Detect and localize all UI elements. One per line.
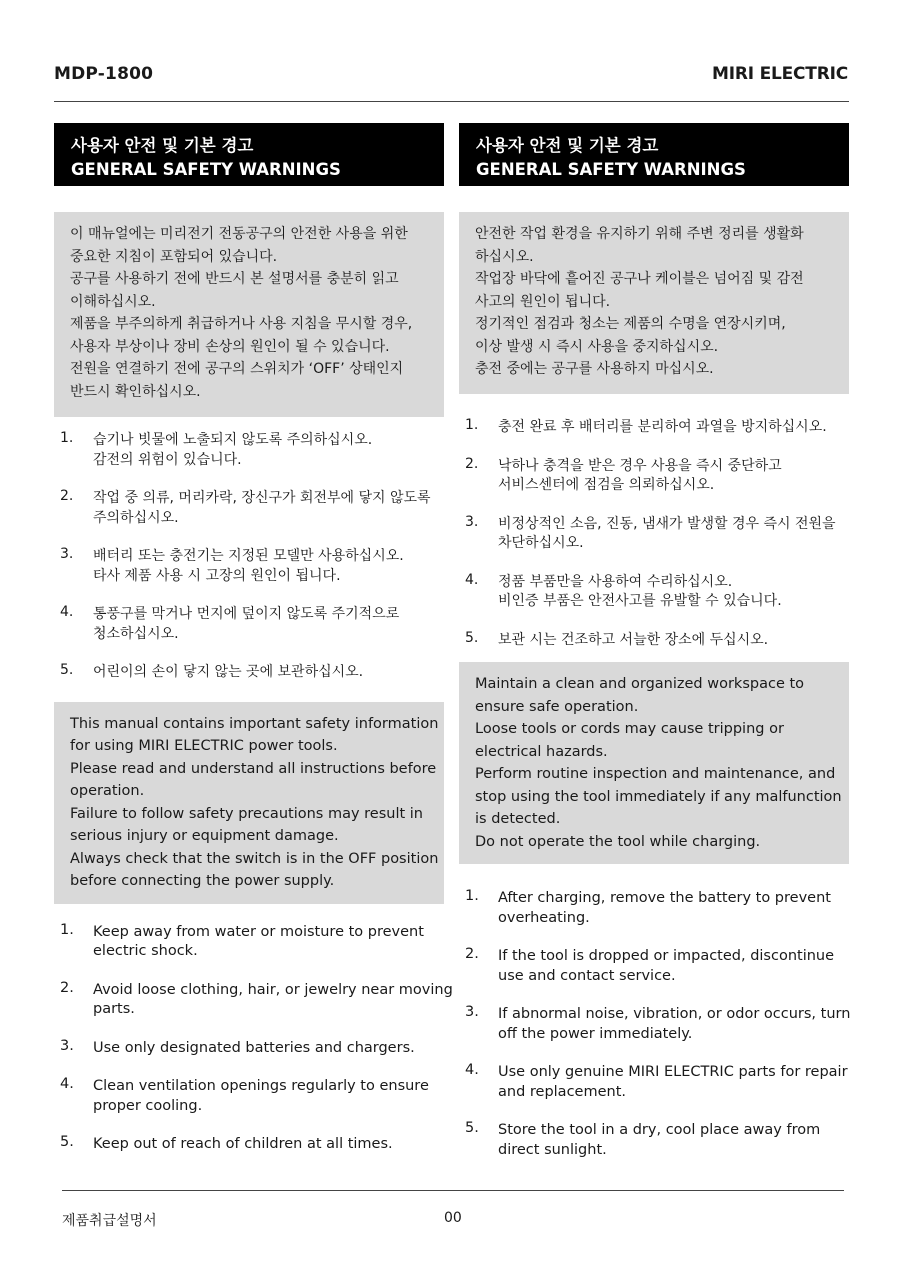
item-number: 2. [60, 488, 74, 504]
intro-line: 반드시 확인하십시오. [70, 383, 201, 400]
item-text: If the tool is dropped or impacted, discontinue [498, 948, 835, 964]
item-text: parts. [93, 1001, 135, 1017]
item-text: electric shock. [93, 943, 198, 959]
page-number: 00 [444, 1210, 462, 1226]
item-number: 3. [465, 513, 479, 530]
warning-item [54, 547, 444, 586]
intro-line: 이 매뉴얼에는 미리전기 전동공구의 안전한 사용을 위한 [70, 226, 408, 242]
item-text: 비인증 부품은 안전사고를 유발할 수 있습니다. [498, 593, 782, 609]
item-number: 5. [465, 1120, 479, 1136]
item-number: 1. [465, 417, 479, 433]
intro-line: 제품을 부주의하게 취급하거나 사용 지침을 무시할 경우, [70, 316, 413, 332]
intro-line: Please read and understand all instructions before [70, 760, 437, 777]
item-number: 4. [465, 571, 479, 588]
section-title-ko: 사용자 안전 및 기본 경고 [71, 136, 254, 155]
item-number: 1. [60, 921, 74, 938]
intro-line: Always check that the switch is in the OFF position [70, 850, 439, 867]
warning-item [459, 631, 849, 651]
item-text: 청소하십시오. [93, 625, 179, 642]
item-text: 비정상적인 소음, 진동, 냄새가 발생할 경우 즉시 전원을 [498, 515, 836, 532]
intro-line: 전원을 연결하기 전에 공구의 스위치가 ‘OFF’ 상태인지 [70, 361, 404, 377]
warning-item [54, 489, 444, 528]
item-text: direct sunlight. [498, 1141, 607, 1158]
item-text: Keep out of reach of children at all times. [93, 1136, 393, 1152]
warning-item [459, 1005, 849, 1044]
warning-item [54, 1039, 444, 1059]
intro-box-ko [54, 212, 444, 417]
intro-line: Perform routine inspection and maintenance, and [475, 766, 836, 782]
item-number: 1. [60, 430, 74, 446]
item-text: 서비스센터에 점검을 의뢰하십시오. [498, 477, 715, 493]
section-title-en: GENERAL SAFETY WARNINGS [71, 160, 341, 179]
intro-line: ensure safe operation. [475, 698, 639, 715]
warning-item [459, 418, 849, 438]
item-number: 5. [60, 1134, 74, 1150]
item-text: 배터리 또는 충전기는 지정된 모델만 사용하십시오. [93, 548, 404, 564]
item-text: 정품 부품만을 사용하여 수리하십시오. [498, 573, 733, 590]
warning-item [54, 1077, 444, 1116]
intro-line: 하십시오. [475, 248, 534, 265]
item-text: 어린이의 손이 닿지 않는 곳에 보관하십시오. [93, 664, 364, 680]
warning-item [54, 431, 444, 470]
item-text: 통풍구를 막거나 먼지에 덮이지 않도록 주기적으로 [93, 606, 400, 622]
item-number: 3. [465, 1004, 479, 1020]
item-number: 4. [60, 1076, 74, 1092]
footer-document-title: 제품취급설명서 [62, 1213, 157, 1229]
item-number: 3. [60, 546, 74, 562]
item-text: use and contact service. [498, 967, 676, 984]
item-text: 타사 제품 사용 시 고장의 원인이 됩니다. [93, 567, 341, 584]
item-text: Use only designated batteries and chargers. [93, 1039, 415, 1056]
item-number: 1. [465, 888, 479, 904]
intro-line: Loose tools or cords may cause tripping or [475, 721, 784, 737]
footer-divider [62, 1190, 844, 1191]
intro-line: This manual contains important safety information [70, 715, 439, 732]
warning-item [54, 979, 453, 1020]
right-column [459, 123, 849, 1160]
warning-item [54, 923, 444, 962]
item-text: 보관 시는 건조하고 서늘한 장소에 두십시오. [498, 631, 769, 648]
intro-line: 중요한 지침이 포함되어 있습니다. [70, 248, 278, 265]
item-text: 차단하십시오. [498, 535, 584, 551]
warning-list-ko [54, 431, 444, 683]
left-column [54, 123, 453, 1155]
warning-list-en [459, 889, 849, 1160]
intro-line: 작업장 바닥에 흩어진 공구나 케이블은 넘어짐 및 감전 [475, 271, 804, 287]
item-text: If abnormal noise, vibration, or odor occurs, turn [498, 1006, 851, 1022]
item-number: 4. [60, 604, 74, 620]
intro-box-en [54, 702, 444, 904]
section-title-ko: 사용자 안전 및 기본 경고 [476, 136, 659, 155]
intro-line: Failure to follow safety precautions may result in [70, 805, 423, 822]
item-number: 3. [60, 1037, 74, 1054]
item-text: Clean ventilation openings regularly to ensure [93, 1078, 429, 1094]
warning-item [459, 947, 849, 986]
item-number: 5. [60, 662, 74, 678]
item-number: 2. [60, 979, 74, 996]
item-text: off the power immediately. [498, 1025, 693, 1042]
intro-line: 정기적인 점검과 청소는 제품의 수명을 연장시키며, [475, 316, 786, 332]
item-text: 충전 완료 후 배터리를 분리하여 과열을 방지하십시오. [498, 419, 827, 435]
intro-line: electrical hazards. [475, 743, 608, 760]
intro-line: is detected. [475, 811, 561, 827]
item-text: overheating. [498, 909, 590, 926]
warning-item [459, 515, 849, 554]
warning-item [459, 889, 849, 928]
warning-item [459, 1063, 849, 1102]
item-number: 2. [465, 455, 479, 472]
intro-line: 이상 발생 시 즉시 사용을 중지하십시오. [475, 338, 719, 355]
section-title-en: GENERAL SAFETY WARNINGS [476, 160, 746, 179]
warning-item [54, 1135, 444, 1155]
header-divider [54, 101, 849, 102]
warning-item [459, 457, 849, 496]
item-number: 2. [465, 946, 479, 962]
warning-item [54, 605, 444, 644]
intro-line: 사고의 원인이 됩니다. [475, 293, 611, 310]
item-text: Use only genuine MIRI ELECTRIC parts for repair [498, 1064, 848, 1080]
intro-line: Do not operate the tool while charging. [475, 833, 761, 850]
item-number: 4. [465, 1062, 479, 1078]
section-header [459, 123, 849, 186]
intro-line: serious injury or equipment damage. [70, 828, 339, 844]
brand-name: MIRI ELECTRIC [712, 64, 848, 84]
warning-list-ko [459, 418, 849, 650]
warning-item [54, 663, 444, 683]
section-header [54, 123, 444, 186]
intro-line: 사용자 부상이나 장비 손상의 원인이 될 수 있습니다. [70, 338, 390, 355]
item-text: Store the tool in a dry, cool place away from [498, 1122, 821, 1138]
intro-line: 안전한 작업 환경을 유지하기 위해 주변 정리를 생활화 [475, 226, 804, 242]
intro-line: before connecting the power supply. [70, 873, 335, 889]
item-text: proper cooling. [93, 1097, 203, 1114]
item-text: 주의하십시오. [93, 509, 179, 526]
item-text: After charging, remove the battery to prevent [498, 890, 831, 906]
item-text: 감전의 위험이 있습니다. [93, 451, 242, 468]
item-text: Keep away from water or moisture to prevent [93, 923, 424, 940]
item-text: 습기나 빗물에 노출되지 않도록 주의하십시오. [93, 432, 373, 448]
intro-line: 이해하십시오. [70, 293, 156, 310]
warning-item [459, 573, 849, 612]
intro-box-en [459, 662, 849, 864]
intro-box-ko [459, 212, 849, 394]
intro-line: operation. [70, 783, 145, 799]
item-number: 5. [465, 629, 479, 646]
intro-line: for using MIRI ELECTRIC power tools. [70, 738, 338, 754]
item-text: and replacement. [498, 1083, 626, 1100]
warning-list-en [54, 921, 453, 1155]
intro-line: Maintain a clean and organized workspace to [475, 676, 805, 692]
item-text: 낙하나 충격을 받은 경우 사용을 즉시 중단하고 [498, 457, 782, 474]
model-number: MDP-1800 [54, 64, 154, 84]
intro-line: 충전 중에는 공구를 사용하지 마십시오. [475, 361, 714, 377]
intro-line: 공구를 사용하기 전에 반드시 본 설명서를 충분히 읽고 [70, 271, 399, 287]
warning-item [459, 1121, 849, 1160]
item-text: Avoid loose clothing, hair, or jewelry near moving [93, 981, 453, 998]
item-text: 작업 중 의류, 머리카락, 장신구가 회전부에 닿지 않도록 [93, 490, 431, 506]
intro-line: stop using the tool immediately if any malfunction [475, 788, 842, 805]
